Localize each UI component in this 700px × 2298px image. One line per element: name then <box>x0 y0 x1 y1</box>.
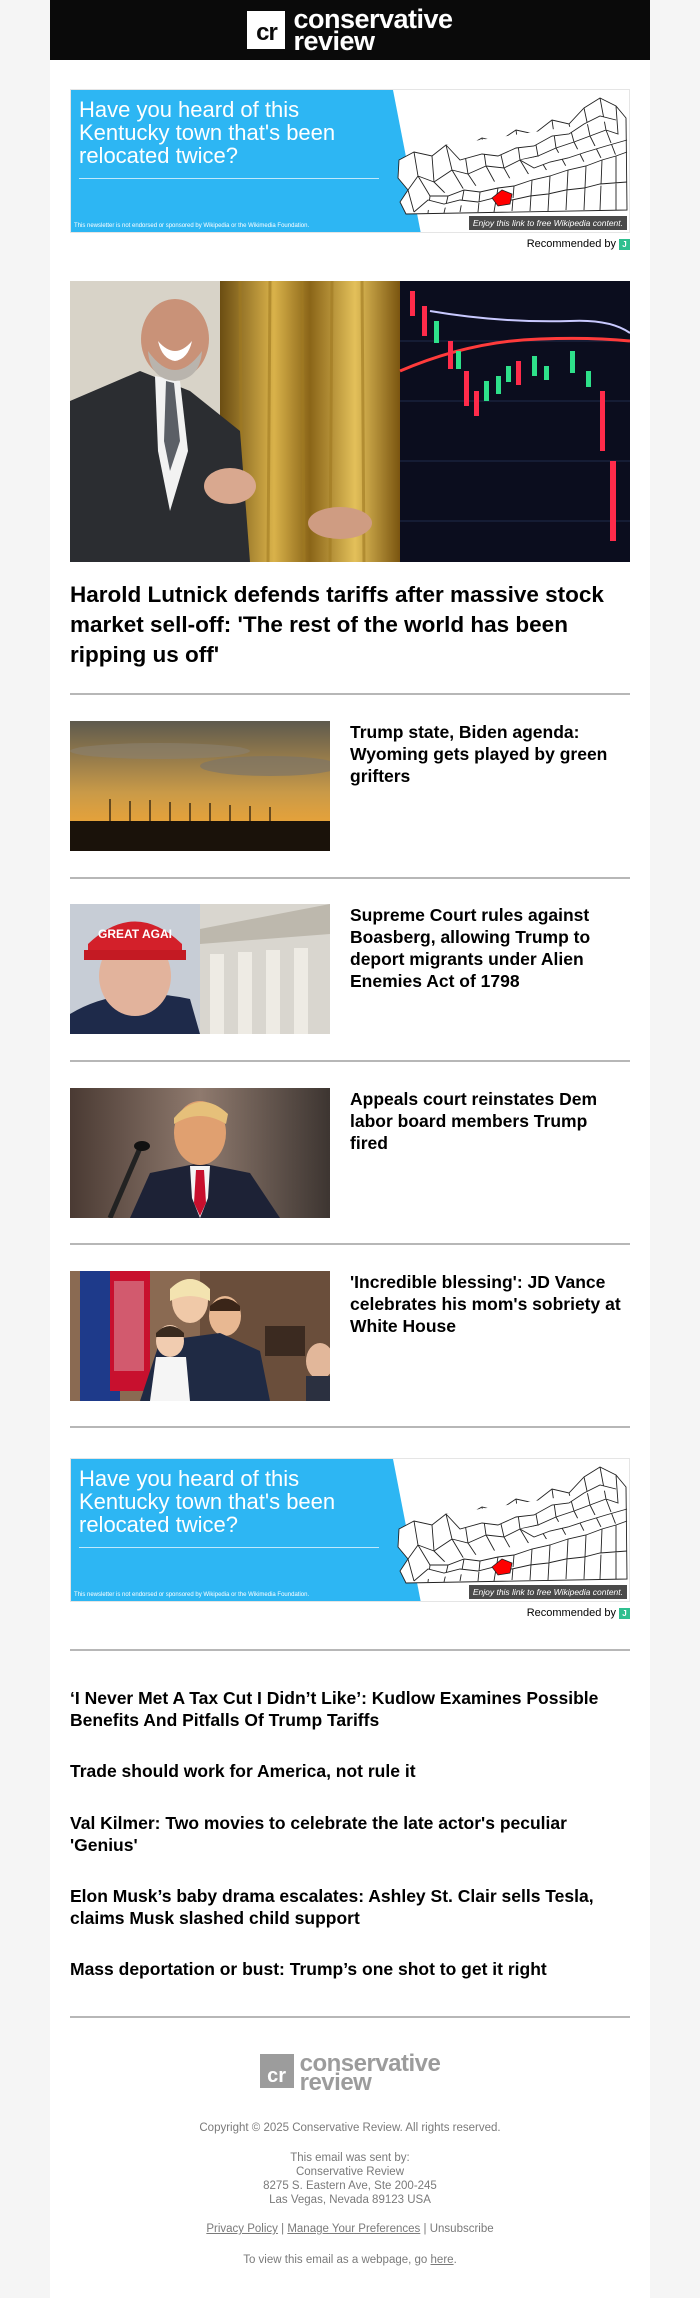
recommended-by-top[interactable] <box>70 238 630 250</box>
story-thumbnail[interactable] <box>70 1088 330 1218</box>
logo-line-2: review <box>293 26 375 56</box>
story-title[interactable]: 'Incredible blessing': JD Vance celebrates his mom's sobriety at White House <box>350 1272 621 1336</box>
sponsored-ad-top[interactable] <box>70 89 630 233</box>
recommended-by-bottom[interactable] <box>70 1607 630 1619</box>
webpage-link[interactable]: here <box>430 2254 454 2266</box>
ad-caption: Enjoy this link to free Wikipedia content. <box>469 216 627 230</box>
ad-rule <box>79 1547 379 1548</box>
more-stories-list <box>70 1687 630 1980</box>
story-link[interactable]: Mass deportation or bust: Trump’s one shot to get it right <box>70 1959 547 1979</box>
logo-wordmark <box>293 4 453 56</box>
divider <box>70 1060 630 1062</box>
story-thumbnail[interactable] <box>70 721 330 851</box>
footer-links <box>50 2222 650 2236</box>
divider <box>70 1426 630 1428</box>
ad-disclaimer: This newsletter is not endorsed or sponsored by Wikipedia or the Wikimedia Foundation. <box>74 1592 310 1598</box>
ad-disclaimer: This newsletter is not endorsed or sponsored by Wikipedia or the Wikimedia Foundation. <box>74 223 310 229</box>
ad-title: Have you heard of this Kentucky town that's been relocated twice? <box>79 1466 336 1537</box>
sent-by-label: This email was sent by: <box>290 2152 410 2164</box>
webpage-view-line <box>50 2253 650 2267</box>
separator: | <box>423 2223 427 2235</box>
story-thumbnail[interactable] <box>70 1271 330 1401</box>
footer-logo-mark: cr <box>260 2054 294 2088</box>
recommender-icon: J <box>619 239 630 250</box>
footer-logo-line-1: conservative <box>299 2050 441 2077</box>
story-item[interactable] <box>70 721 630 851</box>
sender-address <box>50 2151 650 2207</box>
story-link[interactable]: Val Kilmer: Two movies to celebrate the late actor's peculiar 'Genius' <box>70 1813 567 1855</box>
footer-logo-wordmark <box>299 2050 441 2096</box>
sponsored-ad-bottom[interactable] <box>70 1458 630 1602</box>
webpage-suffix: . <box>453 2254 457 2266</box>
address-line-2: Las Vegas, Nevada 89123 USA <box>269 2194 431 2206</box>
recommended-label: Recommended by <box>526 1607 616 1619</box>
hat-text: GREAT AGAI <box>98 927 172 941</box>
story-thumbnail[interactable] <box>70 904 330 1034</box>
footer-logo[interactable] <box>50 2050 650 2096</box>
recommended-label: Recommended by <box>526 238 616 250</box>
vance-family-photo <box>70 1271 330 1401</box>
site-logo[interactable] <box>247 4 453 56</box>
newsletter-column <box>50 0 650 2298</box>
sender-org: Conservative Review <box>295 2166 404 2178</box>
story-item[interactable] <box>70 904 630 1034</box>
story-link[interactable]: Elon Musk’s baby drama escalates: Ashley St. Clair sells Tesla, claims Musk slashed child support <box>70 1886 594 1928</box>
story-title[interactable]: Appeals court reinstates Dem labor board members Trump fired <box>350 1089 598 1153</box>
footer-logo-line-2: review <box>299 2069 372 2096</box>
divider <box>70 1243 630 1245</box>
address-line-1: 8275 S. Eastern Ave, Ste 200-245 <box>263 2180 437 2192</box>
story-item[interactable] <box>70 1271 630 1401</box>
header-bar <box>50 0 650 60</box>
ad-caption: Enjoy this link to free Wikipedia content. <box>469 1585 627 1599</box>
ad-rule <box>79 178 379 179</box>
hero-headline[interactable]: Harold Lutnick defends tariffs after massive stock market sell-off: 'The rest of the world has been ripping us off' <box>70 582 604 667</box>
divider <box>70 693 630 695</box>
logo-mark: cr <box>247 11 285 49</box>
manage-preferences-link[interactable]: Manage Your Preferences <box>287 2223 421 2235</box>
supreme-court-photo <box>70 904 330 1034</box>
logo-line-1: conservative <box>293 4 453 34</box>
story-link[interactable]: Trade should work for America, not rule it <box>70 1761 416 1781</box>
kentucky-map <box>394 1459 629 1602</box>
story-title[interactable]: Supreme Court rules against Boasberg, allowing Trump to deport migrants under Alien Enemies Act of 1798 <box>350 905 591 991</box>
story-title[interactable]: Trump state, Biden agenda: Wyoming gets played by green grifters <box>350 722 608 786</box>
divider <box>70 1649 630 1651</box>
hero-image[interactable] <box>70 281 630 562</box>
webpage-prefix: To view this email as a webpage, go <box>243 2254 428 2266</box>
divider <box>70 877 630 879</box>
story-item[interactable] <box>70 1088 630 1218</box>
divider <box>70 2016 630 2018</box>
wind-farm-photo <box>70 721 330 851</box>
kentucky-map <box>394 90 629 233</box>
ad-title: Have you heard of this Kentucky town that's been relocated twice? <box>79 97 336 168</box>
recommender-icon: J <box>619 1608 630 1619</box>
hero-photo <box>70 281 630 562</box>
trump-podium-photo <box>70 1088 330 1218</box>
privacy-policy-link[interactable]: Privacy Policy <box>206 2223 278 2235</box>
separator: | <box>281 2223 285 2235</box>
unsubscribe-link[interactable]: Unsubscribe <box>429 2223 494 2235</box>
story-link[interactable]: ‘I Never Met A Tax Cut I Didn’t Like’: Kudlow Examines Possible Benefits And Pitfalls Of Trump Tariffs <box>70 1688 599 1730</box>
copyright: Copyright © 2025 Conservative Review. All rights reserved. <box>199 2122 501 2134</box>
